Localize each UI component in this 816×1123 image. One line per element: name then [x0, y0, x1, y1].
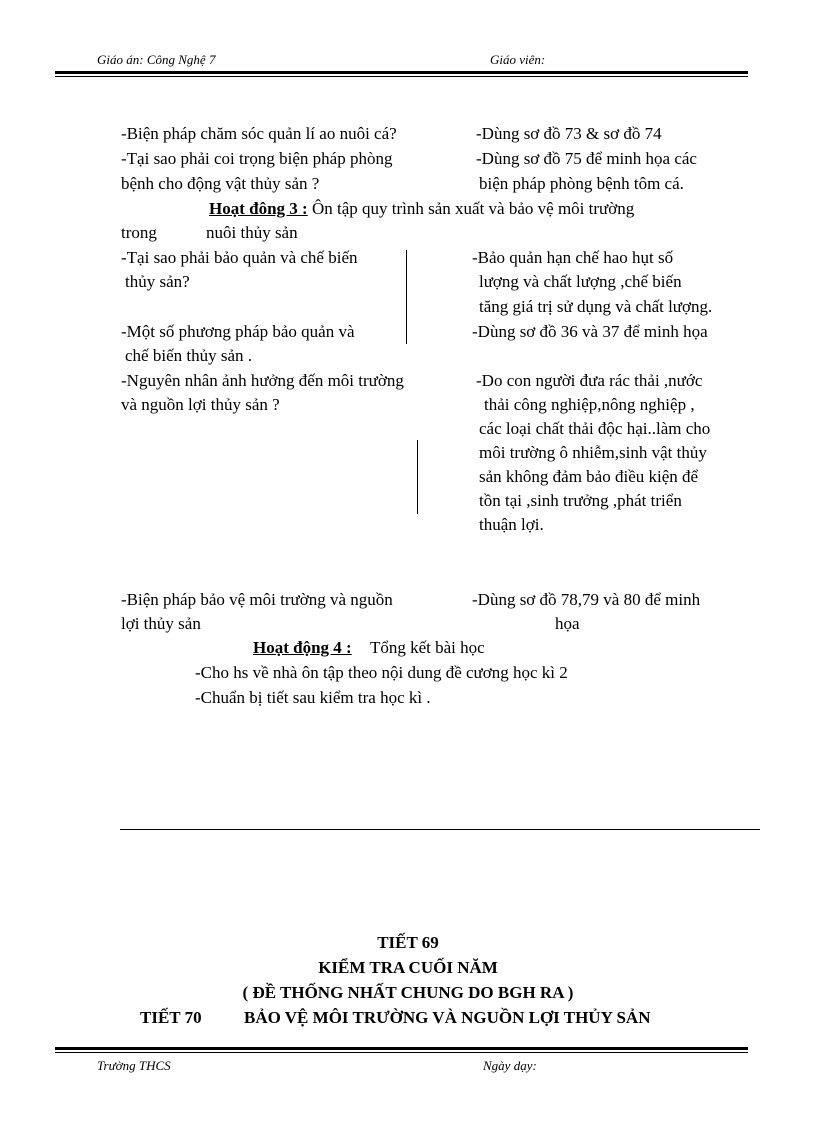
header-rule-thin	[55, 76, 748, 77]
r3-right-3: môi trường ô nhiễm,sinh vật thủy	[479, 443, 707, 462]
hd4-text: Tổng kết bài học	[369, 638, 485, 657]
title-tiet-69: TIẾT 69	[377, 933, 439, 952]
r3-right-1: thải công nghiệp,nông nghiệp ,	[484, 395, 695, 414]
r3-right-6: thuận lợi.	[479, 515, 544, 534]
footer-rule-thin	[55, 1052, 748, 1053]
title-tiet-70: TIẾT 70	[140, 1008, 202, 1027]
footer-left: Trường THCS	[97, 1058, 171, 1073]
row2-right-a: -Dùng sơ đồ 75 để minh họa các	[476, 149, 697, 168]
hd4-heading	[253, 636, 485, 660]
r2-left-b: chế biến thủy sản .	[125, 346, 252, 365]
hd3-text-b-prefix: trong	[121, 223, 157, 242]
hd4-label: Hoạt động 4 :	[253, 638, 352, 657]
column-divider-1	[406, 250, 407, 344]
row2-right-b: biện pháp phòng bệnh tôm cá.	[479, 174, 684, 193]
header-right: Giáo viên:	[490, 52, 546, 67]
footer-right: Ngày dạy:	[483, 1058, 537, 1073]
section-separator	[120, 829, 760, 830]
hd3-label: Hoạt đông 3 :	[209, 199, 308, 218]
hd3-text-a: Ôn tập quy trình sản xuất và bảo vệ môi trường	[311, 199, 635, 218]
r3-right-4: sản không đảm bảo điều kiện để	[479, 467, 699, 486]
row2-left-b: bệnh cho động vật thủy sản ?	[121, 174, 320, 193]
r1-right-a: -Bảo quản hạn chế hao hụt số	[472, 248, 674, 267]
r1-right-c: tăng giá trị sử dụng và chất lượng.	[479, 297, 713, 316]
r1-right-b: lượng và chất lượng ,chế biến	[479, 272, 682, 291]
row2-left-a: -Tại sao phải coi trọng biện pháp phòng	[121, 149, 393, 168]
title-kiem-tra: KIỂM TRA CUỐI NĂM	[318, 958, 498, 977]
r1-left-a: -Tại sao phải bảo quản và chế biến	[121, 248, 358, 267]
header-rule-thick	[55, 71, 748, 74]
r4-left-a: -Biện pháp bảo vệ môi trường và nguồn	[121, 590, 393, 609]
r4-left-b: lợi thủy sản	[121, 614, 201, 633]
r4-right-a: -Dùng sơ đồ 78,79 và 80 để minh	[472, 590, 701, 609]
hd3-text-b: nuôi thủy sản	[206, 223, 298, 242]
row1-left: -Biện pháp chăm sóc quản lí ao nuôi cá?	[121, 124, 397, 143]
r3-right-2: các loại chất thải độc hại..làm cho	[479, 419, 711, 438]
r3-left-a: -Nguyên nhân ảnh hưởng đến môi trường	[121, 371, 404, 390]
r4-right-b: họa	[555, 614, 580, 633]
title-de-thong-nhat: ( ĐỀ THỐNG NHẤT CHUNG DO BGH RA )	[242, 983, 574, 1002]
header-left: Giáo án: Công Nghệ 7	[97, 52, 216, 67]
r1-left-b: thủy sản?	[125, 272, 190, 291]
r3-right-5: tồn tại ,sinh trưởng ,phát triển	[479, 491, 682, 510]
r2-right-a: -Dùng sơ đồ 36 và 37 để minh họa	[472, 322, 708, 341]
r3-right-0: -Do con người đưa rác thải ,nước	[476, 371, 703, 390]
hd3-heading	[209, 197, 634, 221]
hd4-item2: -Chuẩn bị tiết sau kiểm tra học kì .	[195, 688, 431, 707]
r2-left-a: -Một số phương pháp bảo quản và	[121, 322, 355, 341]
hd4-item1: -Cho hs về nhà ôn tập theo nội dung đề cương học kì 2	[195, 663, 568, 682]
footer-rule-thick	[55, 1047, 748, 1050]
title-bao-ve: BẢO VỆ MÔI TRƯỜNG VÀ NGUỒN LỢI THỦY SẢN	[244, 1008, 651, 1027]
r3-left-b: và nguồn lợi thủy sản ?	[121, 395, 280, 414]
column-divider-2	[417, 440, 418, 514]
row1-right: -Dùng sơ đồ 73 & sơ đồ 74	[476, 124, 662, 143]
